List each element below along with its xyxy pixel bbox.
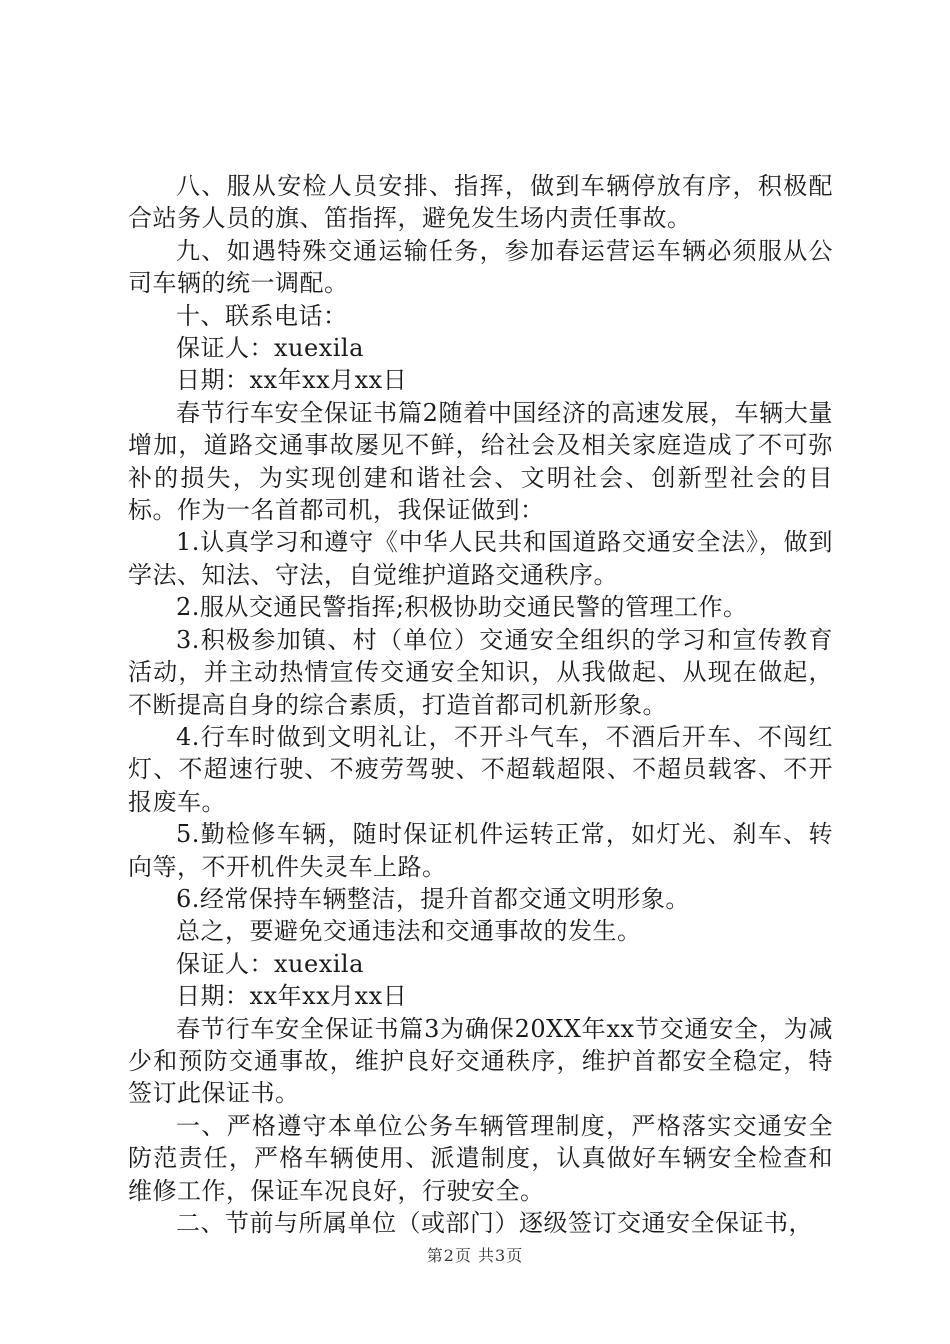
paragraph: 6.经常保持车辆整洁，提升首都交通文明形象。 bbox=[176, 884, 690, 913]
paragraph: 春节行车安全保证书篇3为确保20XX年xx节交通安全，为减少和预防交通事故，维护良好交通秩序，维护首都安全稳定，特签订此保证书。 bbox=[128, 1014, 833, 1108]
paragraph: 保证人：xuexila bbox=[176, 334, 364, 363]
paragraph: 二、节前与所属单位（或部门）逐级签订交通安全保证书， bbox=[176, 1209, 813, 1237]
paragraph: 日期：xx年xx月xx日 bbox=[176, 366, 408, 395]
paragraph: 十、联系电话： bbox=[176, 301, 348, 330]
paragraph: 春节行车安全保证书篇2随着中国经济的高速发展，车辆大量增加，道路交通事故屡见不鲜，给社会及相关家庭造成了不可弥补的损失，为实现创建和谐社会、文明社会、创新型社会的目标。作为一名首都司机，我保证做到： bbox=[128, 398, 833, 525]
paragraph: 保证人：xuexila bbox=[176, 949, 364, 978]
paragraph: 总之，要避免交通违法和交通事故的发生。 bbox=[176, 917, 642, 946]
paragraph: 九、如遇特殊交通运输任务，参加春运营运车辆必须服从公司车辆的统一调配。 bbox=[128, 236, 833, 298]
page-number-footer: 第2页 共3页 bbox=[426, 1246, 524, 1265]
paragraph: 4.行车时做到文明礼让，不开斗气车，不酒后开车、不闯红灯、不超速行驶、不疲劳驾驶、不超载超限、不超员载客、不开报废车。 bbox=[128, 722, 833, 816]
paragraph: 3.积极参加镇、村（单位）交通安全组织的学习和宣传教育活动，并主动热情宣传交通安全知识，从我做起、从现在做起，不断提高自身的综合素质，打造首都司机新形象。 bbox=[128, 625, 833, 719]
paragraph: 八、服从安检人员安排、指挥，做到车辆停放有序，积极配合站务人员的旗、笛指挥，避免发生场内责任事故。 bbox=[128, 172, 833, 233]
paragraph: 日期：xx年xx月xx日 bbox=[176, 982, 408, 1011]
paragraph: 2.服从交通民警指挥;积极协助交通民警的管理工作。 bbox=[176, 593, 748, 622]
document-body bbox=[128, 170, 833, 1239]
paragraph: 1.认真学习和遵守《中华人民共和国道路交通安全法》，做到学法、知法、守法，自觉维护道路交通秩序。 bbox=[128, 528, 833, 589]
paragraph: 5.勤检修车辆，随时保证机件运转正常，如灯光、刹车、转向等，不开机件失灵车上路。 bbox=[128, 820, 833, 881]
paragraph: 一、严格遵守本单位公务车辆管理制度，严格落实交通安全防范责任，严格车辆使用、派遣制度，认真做好车辆安全检查和维修工作，保证车况良好，行驶安全。 bbox=[128, 1111, 833, 1205]
